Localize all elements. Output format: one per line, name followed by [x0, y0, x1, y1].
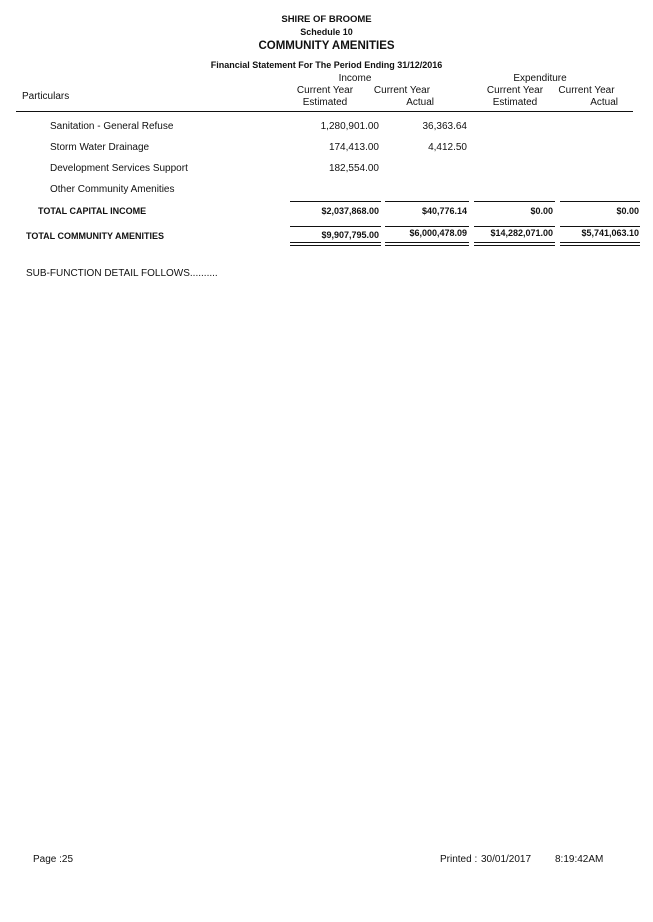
double-rule [560, 242, 640, 243]
subtotal-rule [474, 201, 555, 202]
total-capital-income-estimated: $2,037,868.00 [321, 206, 379, 216]
total-capital-exp-actual: $0.00 [616, 206, 639, 216]
double-rule [385, 245, 469, 246]
row-income-actual: 36,363.64 [422, 121, 467, 132]
printed-time: 8:19:42AM [555, 854, 604, 865]
income-estimated-header-line2: Estimated [302, 97, 348, 108]
header-rule [16, 111, 633, 112]
total-function-income-estimated: $9,907,795.00 [321, 230, 379, 240]
row-income-estimated: 1,280,901.00 [320, 121, 379, 132]
organisation-name: SHIRE OF BROOME [281, 14, 372, 25]
income-actual-header-line2: Actual [406, 97, 434, 108]
row-label: Sanitation - General Refuse [50, 121, 174, 132]
function-title: COMMUNITY AMENITIES [258, 40, 395, 52]
total-capital-label: TOTAL CAPITAL INCOME [38, 206, 147, 216]
printed-label: Printed : [440, 854, 478, 865]
schedule-number: Schedule 10 [300, 27, 353, 37]
double-rule [474, 245, 555, 246]
income-estimated-header [285, 85, 365, 109]
row-label: Development Services Support [50, 163, 188, 174]
expenditure-group-header: Expenditure [513, 73, 567, 84]
subtotal-rule [560, 201, 640, 202]
row-income-actual: 4,412.50 [428, 142, 467, 153]
total-function-label: TOTAL COMMUNITY AMENITIES [26, 231, 165, 241]
total-function-income-actual: $6,000,478.09 [409, 228, 467, 238]
exp-actual-header-line2: Actual [590, 97, 618, 108]
exp-estimated-header [475, 85, 555, 109]
statement-title: Financial Statement For The Period Ending 31/12/2016 [210, 60, 443, 70]
total-rule [474, 226, 555, 227]
double-rule [474, 242, 555, 243]
row-income-estimated: 174,413.00 [328, 142, 379, 153]
subtotal-rule [290, 201, 381, 202]
total-capital-exp-estimated: $0.00 [530, 206, 553, 216]
subfunction-note: SUB-FUNCTION DETAIL FOLLOWS.......... [26, 268, 218, 279]
subtotal-rule [385, 201, 469, 202]
income-actual-header [370, 85, 434, 109]
particulars-header: Particulars [22, 91, 70, 102]
exp-estimated-header-line1: Current Year [486, 85, 544, 96]
page-number: Page :25 [33, 854, 74, 865]
double-rule [560, 245, 640, 246]
row-label: Other Community Amenities [50, 184, 175, 195]
exp-estimated-header-line2: Estimated [492, 97, 538, 108]
exp-actual-header [555, 85, 618, 109]
income-group-header: Income [338, 73, 372, 84]
row-label: Storm Water Drainage [50, 142, 150, 153]
exp-actual-header-line1: Current Year [558, 85, 615, 96]
double-rule [290, 242, 381, 243]
double-rule [290, 245, 381, 246]
total-rule [560, 226, 640, 227]
row-income-estimated: 182,554.00 [328, 163, 379, 174]
total-rule [385, 226, 469, 227]
total-function-exp-estimated: $14,282,071.00 [490, 228, 553, 238]
total-capital-income-actual: $40,776.14 [421, 206, 467, 216]
total-rule [290, 226, 381, 227]
total-function-exp-actual: $5,741,063.10 [581, 228, 639, 238]
income-actual-header-line1: Current Year [373, 85, 431, 96]
double-rule [385, 242, 469, 243]
income-estimated-header-line1: Current Year [296, 85, 354, 96]
printed-date: 30/01/2017 [481, 854, 532, 865]
